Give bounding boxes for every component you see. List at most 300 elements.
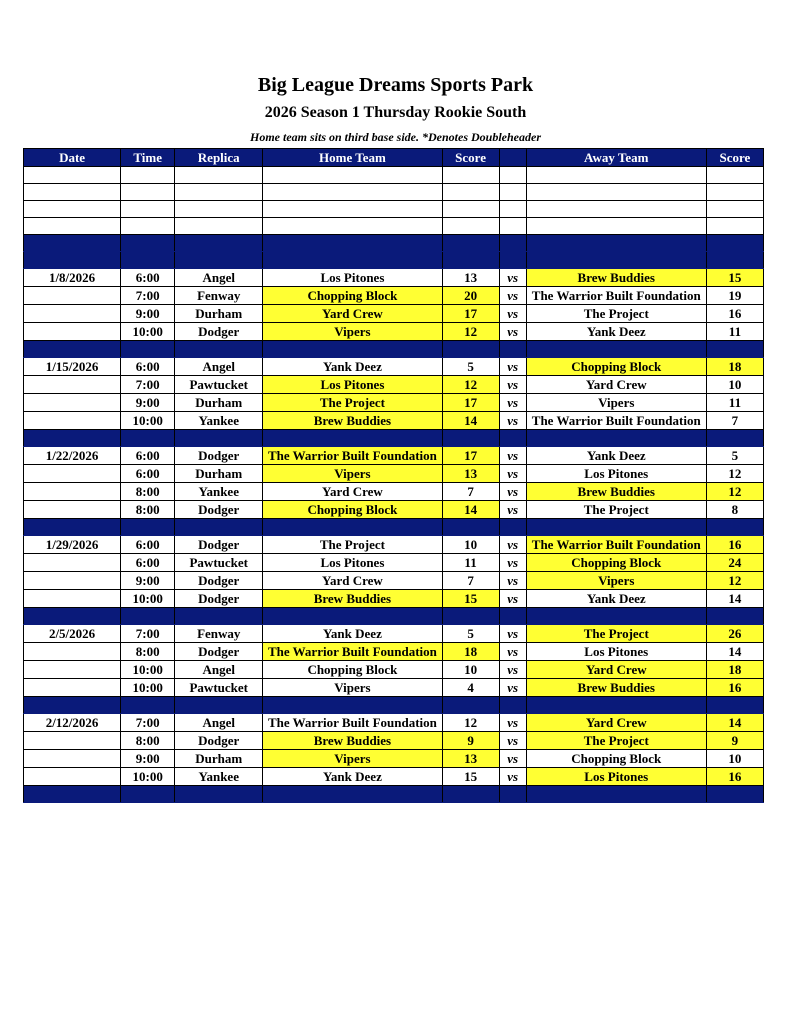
game-time: 6:00	[121, 358, 175, 376]
game-date: 1/8/2026	[24, 269, 121, 287]
game-time: 10:00	[121, 323, 175, 341]
away-score: 16	[706, 536, 763, 554]
game-date	[24, 483, 121, 501]
game-field: Durham	[175, 305, 263, 323]
home-team: Yard Crew	[263, 572, 442, 590]
home-team: Los Pitones	[263, 269, 442, 287]
game-field: Dodger	[175, 732, 263, 750]
game-time: 9:00	[121, 572, 175, 590]
empty-cell	[499, 697, 526, 714]
game-field: Angel	[175, 661, 263, 679]
empty-cell	[526, 430, 706, 447]
game-row	[24, 590, 764, 608]
empty-cell	[175, 341, 263, 358]
vs-label: vs	[499, 536, 526, 554]
game-date: 1/15/2026	[24, 358, 121, 376]
vs-label: vs	[499, 447, 526, 465]
col-home-team: Home Team	[263, 149, 442, 167]
empty-cell	[175, 235, 263, 252]
home-team: Brew Buddies	[263, 590, 442, 608]
game-time: 6:00	[121, 465, 175, 483]
empty-row	[24, 184, 764, 201]
home-score: 7	[442, 483, 499, 501]
home-score: 7	[442, 572, 499, 590]
game-time: 10:00	[121, 661, 175, 679]
home-score: 12	[442, 376, 499, 394]
empty-cell	[442, 786, 499, 803]
game-field: Dodger	[175, 447, 263, 465]
game-field: Dodger	[175, 572, 263, 590]
home-team: The Warrior Built Foundation	[263, 447, 442, 465]
game-row	[24, 679, 764, 697]
empty-cell	[121, 167, 175, 184]
game-date	[24, 661, 121, 679]
empty-cell	[175, 201, 263, 218]
game-row	[24, 323, 764, 341]
home-team: Vipers	[263, 750, 442, 768]
away-score: 5	[706, 447, 763, 465]
away-score: 14	[706, 714, 763, 732]
home-score: 14	[442, 501, 499, 519]
home-team: Brew Buddies	[263, 732, 442, 750]
game-time: 8:00	[121, 732, 175, 750]
empty-cell	[263, 430, 442, 447]
game-date	[24, 412, 121, 430]
header-row	[24, 149, 764, 167]
home-score: 11	[442, 554, 499, 572]
home-score: 5	[442, 625, 499, 643]
empty-cell	[526, 341, 706, 358]
empty-cell	[499, 218, 526, 235]
empty-cell	[175, 252, 263, 269]
game-field: Durham	[175, 750, 263, 768]
game-row	[24, 376, 764, 394]
game-date	[24, 572, 121, 590]
game-field: Pawtucket	[175, 679, 263, 697]
home-team: The Warrior Built Foundation	[263, 714, 442, 732]
game-row	[24, 714, 764, 732]
empty-cell	[442, 252, 499, 269]
home-score: 17	[442, 447, 499, 465]
home-team: Yard Crew	[263, 305, 442, 323]
game-row	[24, 732, 764, 750]
col-replica: Replica	[175, 149, 263, 167]
col-away-team: Away Team	[526, 149, 706, 167]
home-score: 5	[442, 358, 499, 376]
empty-cell	[24, 608, 121, 625]
game-date	[24, 732, 121, 750]
away-team: Yank Deez	[526, 590, 706, 608]
empty-cell	[121, 235, 175, 252]
separator-row	[24, 786, 764, 803]
away-score: 16	[706, 305, 763, 323]
away-score: 10	[706, 376, 763, 394]
empty-cell	[706, 608, 763, 625]
empty-cell	[175, 608, 263, 625]
vs-label: vs	[499, 750, 526, 768]
empty-cell	[24, 218, 121, 235]
away-team: Brew Buddies	[526, 269, 706, 287]
away-team: The Warrior Built Foundation	[526, 287, 706, 305]
vs-label: vs	[499, 768, 526, 786]
col-away-score: Score	[706, 149, 763, 167]
page-note: Home team sits on third base side. *Denotes Doubleheader	[250, 130, 541, 144]
vs-label: vs	[499, 643, 526, 661]
away-score: 12	[706, 572, 763, 590]
home-team: The Project	[263, 536, 442, 554]
empty-cell	[24, 184, 121, 201]
home-score: 13	[442, 750, 499, 768]
away-team: Chopping Block	[526, 750, 706, 768]
away-team: Los Pitones	[526, 465, 706, 483]
away-score: 24	[706, 554, 763, 572]
empty-cell	[526, 252, 706, 269]
empty-cell	[263, 184, 442, 201]
game-row	[24, 465, 764, 483]
empty-cell	[442, 697, 499, 714]
empty-row	[24, 167, 764, 184]
vs-label: vs	[499, 412, 526, 430]
vs-label: vs	[499, 376, 526, 394]
away-score: 7	[706, 412, 763, 430]
schedule-body	[24, 167, 764, 803]
empty-cell	[706, 218, 763, 235]
empty-cell	[121, 697, 175, 714]
game-row	[24, 750, 764, 768]
game-date	[24, 750, 121, 768]
empty-cell	[499, 341, 526, 358]
away-team: The Warrior Built Foundation	[526, 412, 706, 430]
separator-row	[24, 235, 764, 252]
empty-cell	[499, 519, 526, 536]
away-team: The Project	[526, 501, 706, 519]
vs-label: vs	[499, 287, 526, 305]
empty-cell	[121, 519, 175, 536]
empty-cell	[24, 786, 121, 803]
empty-cell	[706, 184, 763, 201]
home-score: 20	[442, 287, 499, 305]
vs-label: vs	[499, 590, 526, 608]
empty-cell	[263, 235, 442, 252]
empty-cell	[175, 184, 263, 201]
game-time: 10:00	[121, 679, 175, 697]
empty-cell	[263, 519, 442, 536]
empty-cell	[263, 218, 442, 235]
vs-label: vs	[499, 394, 526, 412]
vs-label: vs	[499, 732, 526, 750]
vs-label: vs	[499, 554, 526, 572]
away-team: The Project	[526, 625, 706, 643]
empty-row	[24, 201, 764, 218]
empty-cell	[706, 167, 763, 184]
away-score: 14	[706, 643, 763, 661]
page-title: Big League Dreams Sports Park	[257, 74, 534, 96]
empty-cell	[121, 184, 175, 201]
game-field: Angel	[175, 269, 263, 287]
empty-cell	[24, 252, 121, 269]
game-time: 6:00	[121, 554, 175, 572]
away-team: The Project	[526, 305, 706, 323]
empty-cell	[526, 608, 706, 625]
empty-cell	[263, 697, 442, 714]
empty-cell	[706, 235, 763, 252]
empty-cell	[263, 608, 442, 625]
game-field: Yankee	[175, 768, 263, 786]
game-time: 8:00	[121, 483, 175, 501]
empty-cell	[121, 201, 175, 218]
game-field: Durham	[175, 465, 263, 483]
home-score: 4	[442, 679, 499, 697]
col-vs	[499, 149, 526, 167]
home-team: Brew Buddies	[263, 412, 442, 430]
home-team: The Project	[263, 394, 442, 412]
game-time: 7:00	[121, 287, 175, 305]
vs-label: vs	[499, 465, 526, 483]
home-team: The Warrior Built Foundation	[263, 643, 442, 661]
home-score: 9	[442, 732, 499, 750]
game-date	[24, 501, 121, 519]
vs-label: vs	[499, 714, 526, 732]
game-row	[24, 358, 764, 376]
separator-row	[24, 341, 764, 358]
empty-cell	[706, 697, 763, 714]
game-date	[24, 394, 121, 412]
away-team: Brew Buddies	[526, 679, 706, 697]
empty-cell	[442, 167, 499, 184]
away-score: 19	[706, 287, 763, 305]
vs-label: vs	[499, 661, 526, 679]
empty-cell	[263, 201, 442, 218]
game-time: 7:00	[121, 714, 175, 732]
away-score: 15	[706, 269, 763, 287]
game-field: Pawtucket	[175, 554, 263, 572]
empty-cell	[706, 519, 763, 536]
game-time: 9:00	[121, 750, 175, 768]
game-row	[24, 768, 764, 786]
away-score: 12	[706, 465, 763, 483]
empty-cell	[175, 697, 263, 714]
game-date: 2/5/2026	[24, 625, 121, 643]
game-row	[24, 305, 764, 323]
game-time: 6:00	[121, 269, 175, 287]
game-row	[24, 643, 764, 661]
vs-label: vs	[499, 269, 526, 287]
col-home-score: Score	[442, 149, 499, 167]
empty-cell	[526, 218, 706, 235]
away-score: 11	[706, 394, 763, 412]
empty-cell	[121, 252, 175, 269]
game-row	[24, 394, 764, 412]
empty-cell	[121, 430, 175, 447]
game-field: Dodger	[175, 590, 263, 608]
game-date	[24, 768, 121, 786]
home-score: 12	[442, 714, 499, 732]
game-date	[24, 287, 121, 305]
home-team: Chopping Block	[263, 661, 442, 679]
away-score: 11	[706, 323, 763, 341]
home-team: Vipers	[263, 679, 442, 697]
game-time: 9:00	[121, 305, 175, 323]
game-row	[24, 483, 764, 501]
empty-cell	[706, 201, 763, 218]
away-team: Los Pitones	[526, 768, 706, 786]
game-row	[24, 287, 764, 305]
game-row	[24, 572, 764, 590]
empty-cell	[526, 184, 706, 201]
away-team: The Project	[526, 732, 706, 750]
game-date	[24, 590, 121, 608]
away-team: Yard Crew	[526, 714, 706, 732]
empty-cell	[175, 218, 263, 235]
game-field: Angel	[175, 714, 263, 732]
empty-cell	[121, 218, 175, 235]
empty-cell	[499, 786, 526, 803]
col-time: Time	[121, 149, 175, 167]
empty-cell	[24, 697, 121, 714]
empty-row	[24, 218, 764, 235]
game-date: 1/29/2026	[24, 536, 121, 554]
game-field: Dodger	[175, 536, 263, 554]
game-row	[24, 625, 764, 643]
separator-row	[24, 252, 764, 269]
away-team: Vipers	[526, 572, 706, 590]
game-row	[24, 501, 764, 519]
home-score: 13	[442, 465, 499, 483]
game-date	[24, 323, 121, 341]
empty-cell	[526, 167, 706, 184]
vs-label: vs	[499, 483, 526, 501]
away-score: 9	[706, 732, 763, 750]
game-time: 10:00	[121, 768, 175, 786]
empty-cell	[442, 608, 499, 625]
empty-cell	[24, 341, 121, 358]
home-score: 18	[442, 643, 499, 661]
home-score: 15	[442, 768, 499, 786]
vs-label: vs	[499, 305, 526, 323]
away-team: Yank Deez	[526, 323, 706, 341]
game-time: 7:00	[121, 625, 175, 643]
home-team: Chopping Block	[263, 287, 442, 305]
game-time: 9:00	[121, 394, 175, 412]
empty-cell	[263, 341, 442, 358]
home-score: 10	[442, 536, 499, 554]
schedule-table	[23, 148, 764, 803]
away-team: Vipers	[526, 394, 706, 412]
game-row	[24, 269, 764, 287]
col-date: Date	[24, 149, 121, 167]
vs-label: vs	[499, 625, 526, 643]
empty-cell	[499, 252, 526, 269]
away-score: 16	[706, 679, 763, 697]
away-score: 18	[706, 358, 763, 376]
game-row	[24, 536, 764, 554]
separator-row	[24, 519, 764, 536]
home-score: 17	[442, 305, 499, 323]
empty-cell	[442, 430, 499, 447]
game-field: Fenway	[175, 287, 263, 305]
vs-label: vs	[499, 323, 526, 341]
empty-cell	[175, 786, 263, 803]
empty-cell	[499, 184, 526, 201]
home-team: Chopping Block	[263, 501, 442, 519]
empty-cell	[24, 430, 121, 447]
empty-cell	[706, 341, 763, 358]
game-row	[24, 412, 764, 430]
game-time: 8:00	[121, 643, 175, 661]
away-team: Yank Deez	[526, 447, 706, 465]
game-field: Angel	[175, 358, 263, 376]
empty-cell	[263, 786, 442, 803]
game-field: Dodger	[175, 323, 263, 341]
empty-cell	[442, 235, 499, 252]
game-row	[24, 661, 764, 679]
empty-cell	[121, 786, 175, 803]
vs-label: vs	[499, 501, 526, 519]
empty-cell	[442, 201, 499, 218]
empty-cell	[442, 341, 499, 358]
empty-cell	[442, 184, 499, 201]
game-date	[24, 554, 121, 572]
vs-label: vs	[499, 679, 526, 697]
home-score: 17	[442, 394, 499, 412]
home-team: Yard Crew	[263, 483, 442, 501]
empty-cell	[706, 430, 763, 447]
empty-cell	[24, 519, 121, 536]
game-time: 6:00	[121, 447, 175, 465]
empty-cell	[499, 201, 526, 218]
home-team: Yank Deez	[263, 768, 442, 786]
game-row	[24, 447, 764, 465]
game-row	[24, 554, 764, 572]
empty-cell	[499, 235, 526, 252]
home-team: Los Pitones	[263, 376, 442, 394]
game-field: Yankee	[175, 483, 263, 501]
empty-cell	[499, 167, 526, 184]
empty-cell	[24, 235, 121, 252]
game-field: Fenway	[175, 625, 263, 643]
game-date: 1/22/2026	[24, 447, 121, 465]
away-score: 18	[706, 661, 763, 679]
home-score: 13	[442, 269, 499, 287]
away-score: 10	[706, 750, 763, 768]
empty-cell	[526, 519, 706, 536]
away-team: Yard Crew	[526, 376, 706, 394]
game-field: Durham	[175, 394, 263, 412]
game-field: Pawtucket	[175, 376, 263, 394]
game-time: 10:00	[121, 412, 175, 430]
separator-row	[24, 697, 764, 714]
empty-cell	[24, 167, 121, 184]
separator-row	[24, 608, 764, 625]
empty-cell	[442, 218, 499, 235]
empty-cell	[706, 252, 763, 269]
game-date	[24, 643, 121, 661]
away-score: 16	[706, 768, 763, 786]
empty-cell	[175, 167, 263, 184]
away-team: Chopping Block	[526, 358, 706, 376]
game-time: 8:00	[121, 501, 175, 519]
home-score: 10	[442, 661, 499, 679]
empty-cell	[499, 608, 526, 625]
home-team: Los Pitones	[263, 554, 442, 572]
game-time: 10:00	[121, 590, 175, 608]
empty-cell	[442, 519, 499, 536]
page-subtitle: 2026 Season 1 Thursday Rookie South	[264, 104, 527, 121]
game-date	[24, 679, 121, 697]
game-time: 7:00	[121, 376, 175, 394]
game-field: Dodger	[175, 643, 263, 661]
away-score: 14	[706, 590, 763, 608]
